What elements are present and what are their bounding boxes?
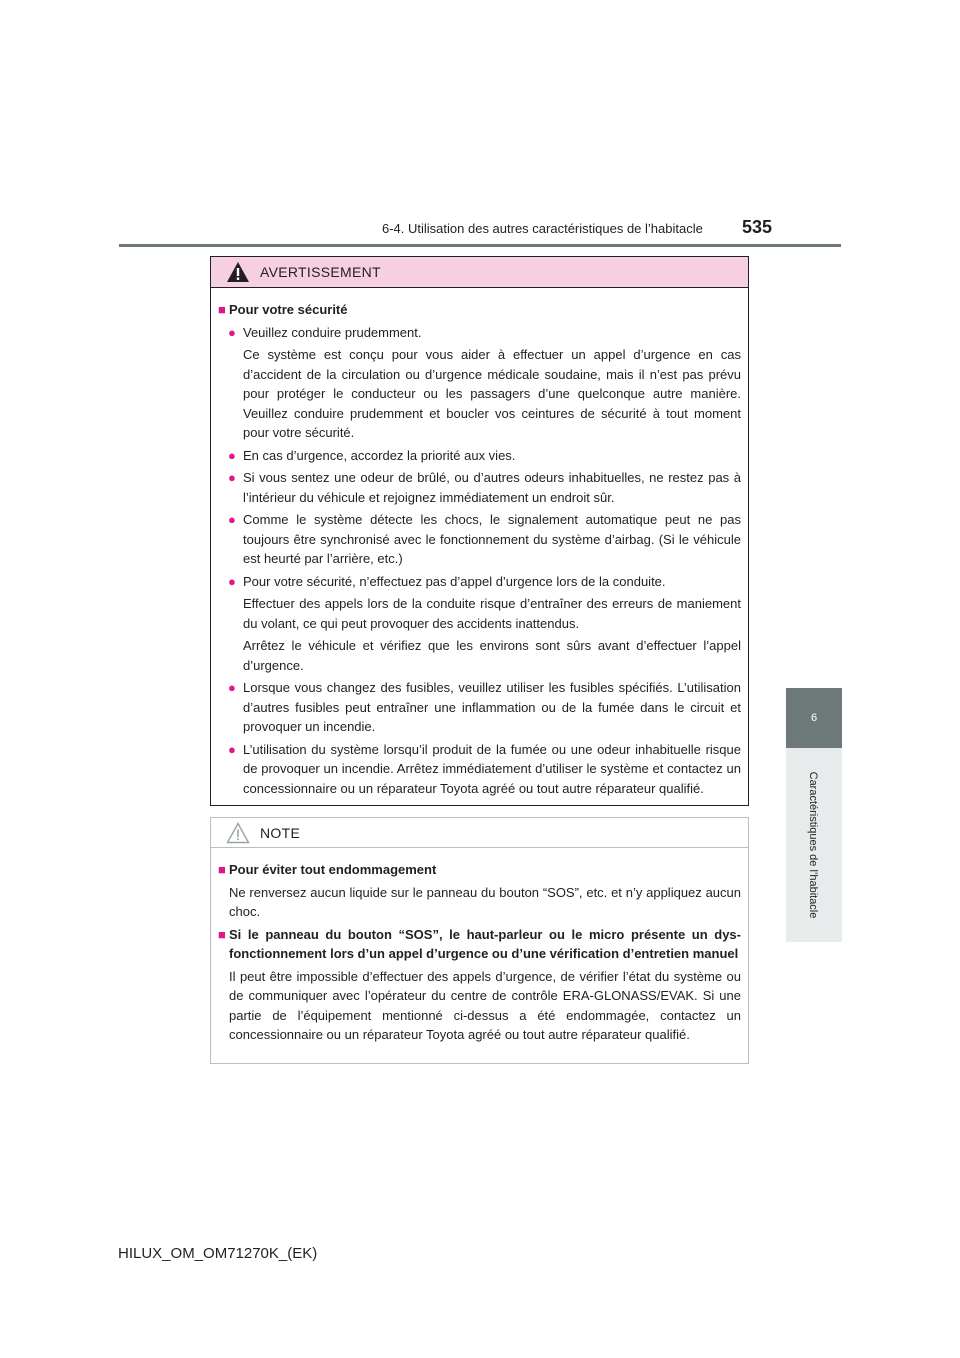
warning-item-text: L’utilisation du système lorsqu’il produit de la fumée ou une odeur inhabituelle risque de provoquer un incendie. Arrêtez immédiatement d’utiliser le système et contactez un concessionnaire ou un réparateur Toyota agréé ou tout autre réparateur qualifié. [243, 741, 741, 796]
warning-item-text: En cas d’urgence, accordez la priorité aux vies. [243, 447, 516, 463]
note-section-title: ■ Pour éviter tout endommagement [218, 860, 741, 880]
warning-item [228, 510, 741, 569]
header-rule [119, 244, 841, 247]
circle-bullet-icon: ● [228, 680, 236, 695]
warning-item [228, 446, 741, 466]
warning-item [228, 468, 741, 507]
note-section-text: Il peut être impossible d’effectuer des appels d’urgence, de vérifier l’état du système ou de communiquer avec l’opérateur du centre de contrôle ERA-GLONASS/EVAK. Si une partie de l’équipement mentionné ci-dessus a été endommagée, contactez un concessionnaire ou un réparateur Toyota agréé ou tout autre réparateur qualifié. [229, 968, 741, 1042]
warning-triangle-icon [226, 261, 250, 283]
circle-bullet-icon: ● [228, 741, 236, 757]
warning-item-paragraph: Ce système est conçu pour vous aider à effectuer un appel d’urgence en cas d’accident de la circulation ou d’urgence médicale soudaine, mais il n’est pas prévu pour protéger le conducteur ou les passagers d’une quelconque autre manière. Veuillez conduire prudemment et boucler vos ceintures de sécurité à tout moment pour votre sécurité. [243, 347, 741, 440]
warning-section-title: ■ Pour votre sécurité [218, 300, 741, 320]
chapter-number: 6 [810, 712, 818, 724]
circle-bullet-icon: ● [228, 512, 236, 527]
circle-bullet-icon: ● [228, 324, 236, 340]
square-bullet-icon: ■ [218, 862, 226, 877]
chapter-tab [786, 688, 842, 748]
note-title: NOTE [260, 824, 301, 841]
warning-item-paragraph: Arrêtez le véhicule et vérifiez que les environs sont sûrs avant d’effectuer l’appel d’urgence. [243, 638, 741, 673]
note-box [210, 817, 749, 1064]
page-number: 535 [742, 217, 773, 237]
circle-bullet-icon: ● [228, 447, 236, 463]
circle-bullet-icon: ● [228, 470, 236, 485]
warning-item-text: Veuillez conduire prudemment. [243, 324, 422, 340]
note-section-text: Ne renversez aucun liquide sur le panneau du bouton “SOS”, etc. et n’y appliquez aucun choc. [229, 884, 741, 919]
warning-body [211, 288, 748, 798]
caution-triangle-outline-icon [226, 822, 250, 844]
chapter-title: Caractéristiques de l’habitacle [807, 771, 819, 919]
warning-item [228, 572, 741, 592]
circle-bullet-icon: ● [228, 573, 236, 589]
warning-box [210, 256, 749, 806]
warning-item [228, 678, 741, 737]
square-bullet-icon: ■ [218, 926, 226, 942]
note-header [211, 818, 748, 848]
warning-title: AVERTISSEMENT [260, 264, 381, 280]
note-section-title: ■ Si le panneau du bouton “SOS”, le haut-parleur ou le micro présente un dysfonctionnement lors d’un appel d’urgence ou d’une vérification d’entretien manuel [218, 925, 741, 964]
warning-item-text: Pour votre sécurité, n’effectuez pas d’appel d’urgence lors de la conduite. [243, 573, 666, 589]
document-code: HILUX_OM_OM71270K_(EK) [118, 1245, 318, 1262]
note-body [211, 848, 748, 1045]
section-header: 6-4. Utilisation des autres caractéristiques de l’habitacle [382, 221, 703, 236]
warning-item-text: Si vous sentez une odeur de brûlé, ou d’autres odeurs inhabituelles, ne restez pas à l’intérieur du véhicule et rejoignez immédiatement un endroit sûr. [243, 470, 741, 505]
warning-item [228, 740, 741, 799]
warning-header [211, 257, 748, 288]
warning-item-text: Lorsque vous changez des fusibles, veuillez utiliser les fusibles spécifiés. L’utilisation d’autres fusibles peut entraîner une inflammation ou de la fumée dans le circuit et provoquer un incendie. [243, 680, 741, 734]
warning-item-text: Comme le système détecte les chocs, le signalement automatique peut ne pas toujours être synchronisé avec le fonctionnement du système d’airbag. (Si le véhicule est heurté par l’arrière, etc.) [243, 512, 741, 566]
warning-item [228, 323, 741, 343]
square-bullet-icon: ■ [218, 302, 226, 317]
warning-item-paragraph: Effectuer des appels lors de la conduite risque d’entraîner des erreurs de maniement du volant, ce qui peut provoquer des accidents inattendus. [243, 596, 741, 631]
